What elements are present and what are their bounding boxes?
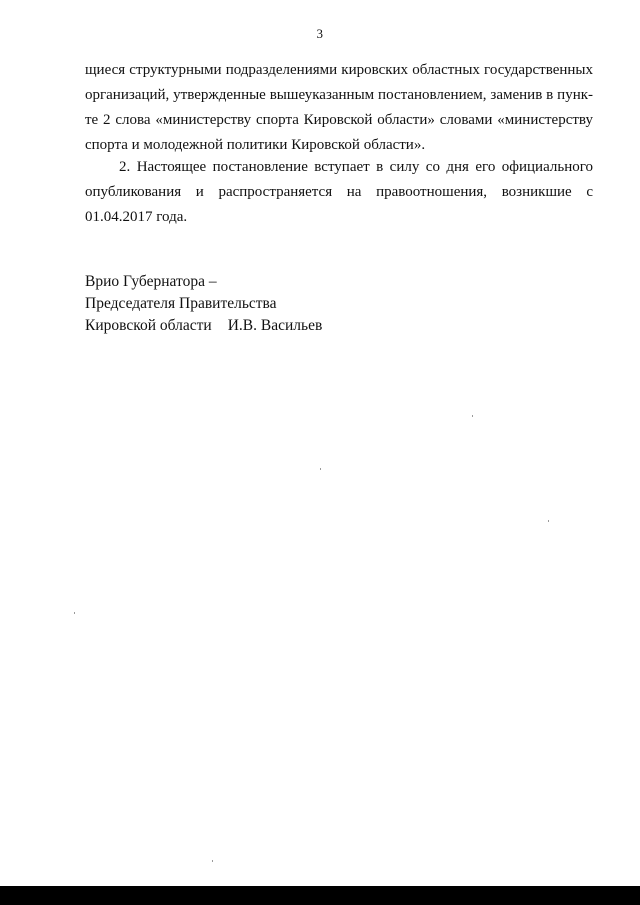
signature-title-line: Председателя Правительства [85,295,277,312]
paragraph-line: щиеся структурными подразделениями кировских областных государственных [85,62,593,78]
signatory-name: И.В. Васильев [227,317,323,334]
paragraph-amendment [85,58,593,158]
scan-speck [212,860,213,862]
paragraph-line: те 2 слова «министерству спорта Кировской области» словами «министерству [85,112,593,128]
scan-speck [472,415,473,417]
signature-region-line [85,315,322,337]
paragraph-effective-date [85,155,593,230]
scan-speck [74,612,75,614]
scan-edge-bar [0,886,640,905]
signature-block [85,271,322,337]
signature-region: Кировской области [85,317,212,334]
paragraph-line: спорта и молодежной политики Кировской области». [85,137,426,153]
page-number: 3 [316,26,324,41]
paragraph-line: опубликования и распространяется на правоотношения, возникшие с [85,184,593,200]
scan-speck [548,520,549,522]
paragraph-line: организаций, утвержденные вышеуказанным постановлением, заменив в пунк- [85,87,593,103]
signature-title-line: Врио Губернатора – [85,273,217,290]
paragraph-line: 01.04.2017 года. [85,209,188,225]
paragraph-line: 2. Настоящее постановление вступает в силу со дня его официального [119,159,593,175]
scan-speck [320,468,321,470]
